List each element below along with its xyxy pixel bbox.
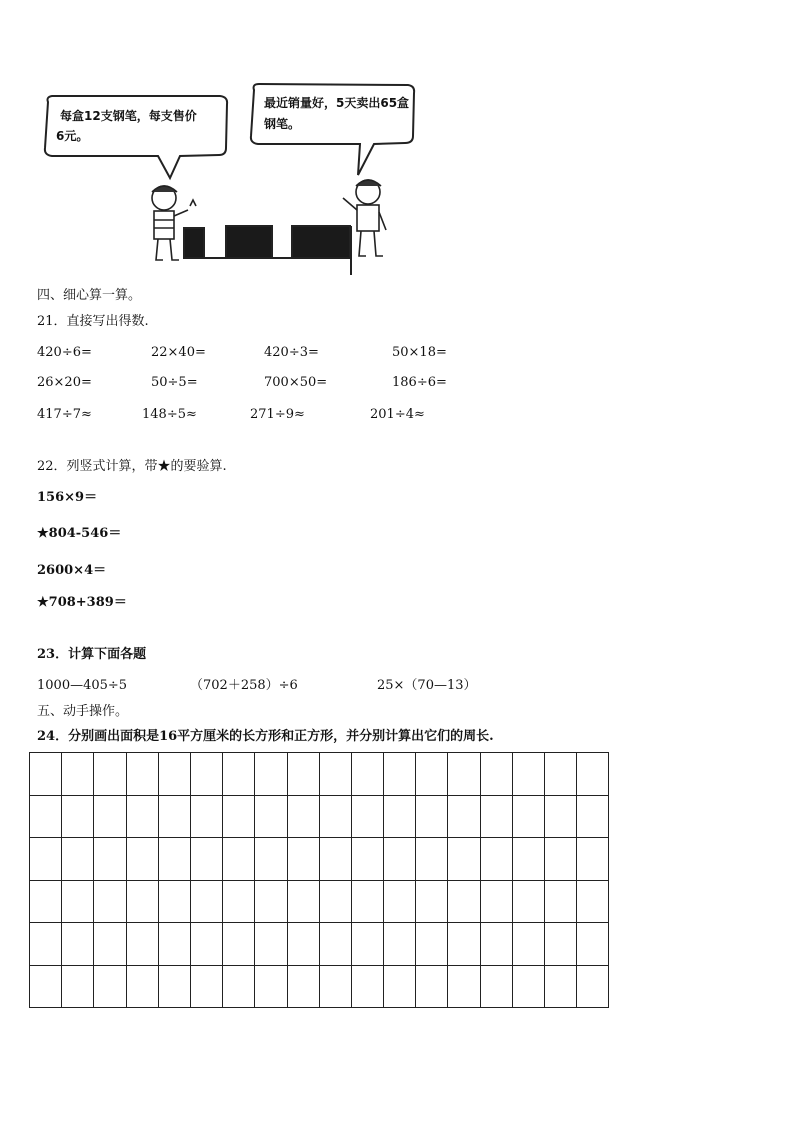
grid-cell[interactable] — [287, 753, 319, 796]
grid-cell[interactable] — [512, 965, 544, 1008]
problem: 420÷6= — [37, 345, 92, 360]
grid-cell[interactable] — [223, 880, 255, 923]
grid-cell[interactable] — [30, 965, 62, 1008]
grid-cell[interactable] — [577, 753, 609, 796]
section-4-title: 四、细心算一算。 — [37, 288, 142, 303]
grid-cell[interactable] — [577, 965, 609, 1008]
grid-cell[interactable] — [416, 753, 448, 796]
question-24-title: 24．分别画出面积是16平方厘米的长方形和正方形，并分别计算出它们的周长. — [37, 729, 494, 744]
grid-cell[interactable] — [94, 880, 126, 923]
grid-cell[interactable] — [545, 965, 577, 1008]
grid-cell[interactable] — [384, 795, 416, 838]
question-23-title: 23．计算下面各题 — [37, 647, 147, 662]
grid-cell[interactable] — [30, 923, 62, 966]
grid-cell[interactable] — [319, 795, 351, 838]
drawing-grid[interactable] — [29, 752, 609, 1008]
grid-cell[interactable] — [416, 923, 448, 966]
grid-cell[interactable] — [158, 965, 190, 1008]
grid-cell[interactable] — [351, 965, 383, 1008]
grid-cell[interactable] — [577, 923, 609, 966]
question-22-title: 22．列竖式计算，带★的要验算. — [37, 459, 227, 474]
grid-cell[interactable] — [480, 880, 512, 923]
grid-cell[interactable] — [190, 838, 222, 881]
grid-cell[interactable] — [416, 880, 448, 923]
grid-cell[interactable] — [223, 838, 255, 881]
grid-cell[interactable] — [545, 838, 577, 881]
grid-cell[interactable] — [545, 795, 577, 838]
grid-row — [30, 965, 609, 1008]
grid-cell[interactable] — [190, 795, 222, 838]
grid-cell[interactable] — [30, 753, 62, 796]
grid-cell[interactable] — [94, 838, 126, 881]
grid-cell[interactable] — [351, 923, 383, 966]
grid-cell[interactable] — [255, 923, 287, 966]
problem: 417÷7≈ — [37, 407, 92, 422]
grid-cell[interactable] — [577, 880, 609, 923]
grid-cell[interactable] — [512, 880, 544, 923]
grid-cell[interactable] — [319, 965, 351, 1008]
problem: 271÷9≈ — [250, 407, 305, 422]
grid-cell[interactable] — [255, 880, 287, 923]
left-bubble-line-1: 每盒12支钢笔，每支售价 — [60, 109, 197, 123]
grid-cell[interactable] — [126, 965, 158, 1008]
grid-cell[interactable] — [126, 923, 158, 966]
grid-cell[interactable] — [287, 838, 319, 881]
problem: 50÷5= — [151, 375, 198, 390]
grid-row — [30, 795, 609, 838]
grid-cell[interactable] — [448, 965, 480, 1008]
grid-cell[interactable] — [480, 838, 512, 881]
grid-cell[interactable] — [448, 880, 480, 923]
illustration — [30, 80, 420, 275]
grid-cell[interactable] — [287, 923, 319, 966]
grid-cell[interactable] — [416, 795, 448, 838]
grid-cell[interactable] — [319, 753, 351, 796]
grid-cell[interactable] — [351, 838, 383, 881]
grid-cell[interactable] — [190, 753, 222, 796]
grid-cell[interactable] — [384, 838, 416, 881]
grid-cell[interactable] — [62, 753, 94, 796]
calc-item: 25×（70—13） — [377, 678, 477, 693]
grid-cell[interactable] — [190, 965, 222, 1008]
grid-row — [30, 880, 609, 923]
grid-cell[interactable] — [94, 965, 126, 1008]
grid-cell[interactable] — [190, 880, 222, 923]
grid-cell[interactable] — [255, 965, 287, 1008]
vertical-calc-item: 156×9＝ — [37, 490, 98, 505]
grid-cell[interactable] — [512, 923, 544, 966]
problem: 22×40= — [151, 345, 206, 360]
grid-cell[interactable] — [480, 923, 512, 966]
left-bubble-line-2: 6元。 — [56, 129, 89, 143]
grid-cell[interactable] — [384, 965, 416, 1008]
grid-cell[interactable] — [255, 753, 287, 796]
grid-row — [30, 838, 609, 881]
grid-cell[interactable] — [351, 753, 383, 796]
vertical-calc-item: ★804-546＝ — [37, 526, 122, 541]
grid-cell[interactable] — [190, 923, 222, 966]
grid-cell[interactable] — [62, 880, 94, 923]
problem: 148÷5≈ — [142, 407, 197, 422]
grid-cell[interactable] — [351, 880, 383, 923]
grid-cell[interactable] — [94, 923, 126, 966]
problem: 50×18= — [392, 345, 447, 360]
grid-cell[interactable] — [512, 838, 544, 881]
pen-boxes — [184, 226, 352, 275]
grid-cell[interactable] — [448, 753, 480, 796]
right-bubble-line-1: 最近销量好，5天卖出65盒 — [264, 96, 410, 110]
grid-cell[interactable] — [416, 965, 448, 1008]
grid-cell[interactable] — [545, 880, 577, 923]
grid-cell[interactable] — [158, 880, 190, 923]
grid-cell[interactable] — [158, 923, 190, 966]
grid-cell[interactable] — [30, 838, 62, 881]
grid-cell[interactable] — [62, 838, 94, 881]
grid-cell[interactable] — [448, 923, 480, 966]
grid-cell[interactable] — [577, 838, 609, 881]
grid-cell[interactable] — [384, 923, 416, 966]
grid-cell[interactable] — [62, 795, 94, 838]
grid-cell[interactable] — [448, 838, 480, 881]
grid-cell[interactable] — [480, 753, 512, 796]
grid-cell[interactable] — [126, 880, 158, 923]
grid-cell[interactable] — [158, 838, 190, 881]
grid-cell[interactable] — [319, 880, 351, 923]
grid-cell[interactable] — [223, 965, 255, 1008]
grid-cell[interactable] — [255, 795, 287, 838]
grid-cell[interactable] — [512, 753, 544, 796]
grid-cell[interactable] — [351, 795, 383, 838]
vertical-calc-item: 2600×4＝ — [37, 563, 107, 578]
grid-cell[interactable] — [30, 795, 62, 838]
problem: 26×20= — [37, 375, 92, 390]
grid-cell[interactable] — [287, 880, 319, 923]
grid-cell[interactable] — [287, 795, 319, 838]
calc-item: 1000—405÷5 — [37, 678, 128, 693]
grid-row — [30, 923, 609, 966]
grid-cell[interactable] — [416, 838, 448, 881]
grid-cell[interactable] — [480, 795, 512, 838]
grid-cell[interactable] — [62, 965, 94, 1008]
grid-cell[interactable] — [448, 795, 480, 838]
problem: 186÷6= — [392, 375, 447, 390]
grid-cell[interactable] — [62, 923, 94, 966]
grid-cell[interactable] — [319, 838, 351, 881]
right-bubble-line-2: 钢笔。 — [264, 117, 301, 131]
vertical-calc-item: ★708+389＝ — [37, 595, 127, 610]
grid-cell[interactable] — [512, 795, 544, 838]
grid-cell[interactable] — [126, 838, 158, 881]
grid-cell[interactable] — [158, 753, 190, 796]
grid-cell[interactable] — [223, 923, 255, 966]
grid-cell[interactable] — [545, 753, 577, 796]
grid-cell[interactable] — [223, 795, 255, 838]
grid-cell[interactable] — [384, 753, 416, 796]
grid-cell[interactable] — [158, 795, 190, 838]
grid-row — [30, 753, 609, 796]
grid-cell[interactable] — [94, 795, 126, 838]
grid-cell[interactable] — [384, 880, 416, 923]
grid-cell[interactable] — [30, 880, 62, 923]
problem: 420÷3= — [264, 345, 319, 360]
grid-cell[interactable] — [94, 753, 126, 796]
grid-cell[interactable] — [126, 753, 158, 796]
grid-cell[interactable] — [287, 965, 319, 1008]
grid-cell[interactable] — [480, 965, 512, 1008]
grid-cell[interactable] — [545, 923, 577, 966]
question-21-title: 21．直接写出得数. — [37, 314, 149, 329]
grid-cell[interactable] — [319, 923, 351, 966]
grid-cell[interactable] — [126, 795, 158, 838]
section-5-title: 五、动手操作。 — [37, 704, 129, 719]
grid-cell[interactable] — [255, 838, 287, 881]
grid-cell[interactable] — [223, 753, 255, 796]
problem: 700×50= — [264, 375, 328, 390]
problem: 201÷4≈ — [370, 407, 425, 422]
calc-item: （702＋258）÷6 — [190, 678, 298, 693]
grid-cell[interactable] — [577, 795, 609, 838]
